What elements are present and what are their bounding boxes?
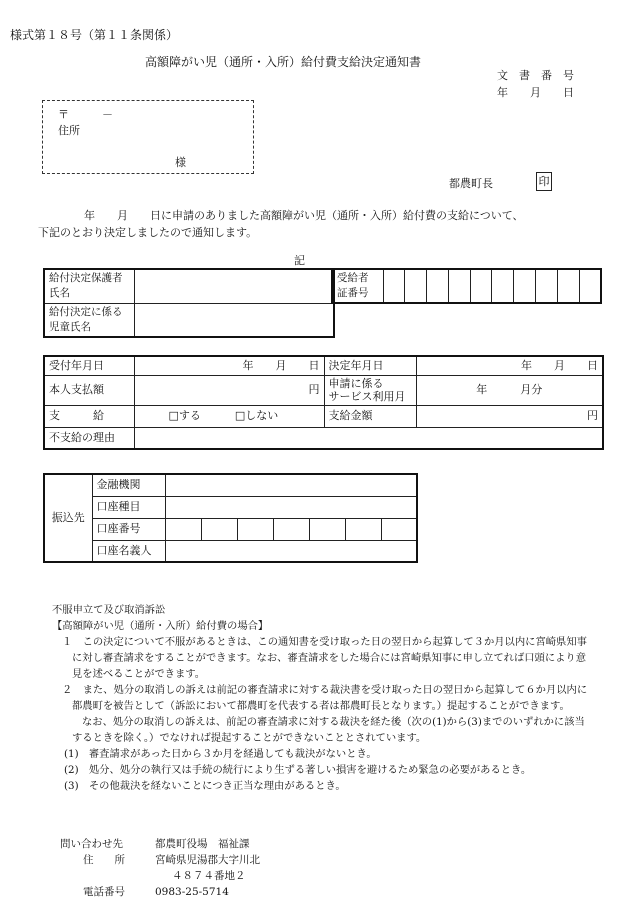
account-number-digit[interactable]: [237, 518, 273, 540]
postal-code: 〒 －: [58, 108, 113, 121]
recipient-number-digit[interactable]: [470, 269, 492, 303]
decision-date-value[interactable]: 年 月 日: [416, 356, 603, 375]
recipient-number-digit[interactable]: [427, 269, 449, 303]
account-holder-label: 口座名義人: [92, 540, 165, 562]
notes-sub-1: (1) 審査請求があった日から３か月を経過しても裁決がないとき。: [64, 748, 377, 760]
service-month-value[interactable]: 年 月分: [416, 375, 603, 405]
recipient-number-digit[interactable]: [383, 269, 405, 303]
recipient-number-digit[interactable]: [536, 269, 558, 303]
reason-field[interactable]: [134, 427, 603, 449]
recipient-number-table: [331, 268, 602, 304]
account-number-digit[interactable]: [381, 518, 417, 540]
pay-amount-label: 支給金額: [324, 405, 416, 427]
notes-heading: 不服申立て及び取消訴訟: [52, 604, 166, 616]
issuer-title: 都農町長: [449, 177, 493, 190]
notes-item-1: １ この決定について不服があるときは、この通知書を受け取った日の翌日から起算して３か月以内に宮崎県知事に対し審査請求をすることができます。なお、審査請求をした場合には宮崎県知事に申し立てれば口頭により意見を述べることができます。: [62, 636, 587, 680]
contact-row-office: [60, 836, 260, 852]
received-date-label: 受付年月日: [44, 356, 134, 375]
notes-item-2b: なお、処分の取消しの訴えは、前記の審査請求に対する裁決を経た後（次の(1)から(3)までのいずれかに該当するときを除く。）でなければ提起することができないこととされています。: [72, 716, 585, 744]
contact-address-label: 住 所: [83, 854, 125, 866]
date-label: 年 月 日: [497, 86, 574, 99]
contact-row-address-2: [60, 868, 260, 884]
received-date-value[interactable]: 年 月 日: [134, 356, 324, 375]
account-number-digit[interactable]: [273, 518, 309, 540]
payment-options: [134, 405, 324, 427]
doc-number-label: 文 書 番 号: [497, 69, 574, 82]
honorific: 様: [175, 156, 186, 169]
recipient-number-digit[interactable]: [514, 269, 536, 303]
pay-no-checkbox[interactable]: □しない: [234, 408, 279, 422]
account-type-label: 口座種目: [92, 496, 165, 518]
contact-phone-label: 電話番号: [83, 886, 125, 898]
guardian-name-label: 給付決定保護者氏名: [44, 269, 134, 303]
notes-subheading: 【高額障がい児（通所・入所）給付費の場合】: [52, 620, 269, 632]
page-title: 高額障がい児（通所・入所）給付費支給決定通知書: [145, 55, 422, 69]
reason-label: 不支給の理由: [44, 427, 134, 449]
account-number-digit[interactable]: [345, 518, 381, 540]
account-number-label: 口座番号: [92, 518, 165, 540]
contact-row-phone: [60, 884, 260, 900]
pay-yes-checkbox[interactable]: □する: [168, 408, 201, 422]
transfer-table: [43, 473, 418, 563]
service-month-label-line-2: サービス利用月: [328, 390, 406, 403]
recipient-number-digit[interactable]: [448, 269, 470, 303]
contact-phone: 0983-25-5714: [155, 886, 229, 898]
body-text-line-1: 年 月 日に申請のありました高額障がい児（通所・入所）給付費の支給について、: [62, 209, 524, 222]
recipient-number-digit[interactable]: [405, 269, 427, 303]
contact-label: 問い合わせ先: [60, 838, 123, 850]
payment-label: 支 給: [44, 405, 134, 427]
self-pay-label: 本人支払額: [44, 375, 134, 405]
self-pay-value[interactable]: 円: [134, 375, 324, 405]
account-holder-field[interactable]: [165, 540, 417, 562]
decision-table: [43, 355, 604, 450]
recipient-table: [43, 268, 335, 338]
service-month-label: [324, 375, 416, 405]
notes-sub-3: (3) その他裁決を経ないことにつき正当な理由があるとき。: [64, 780, 346, 792]
form-number: 様式第１８号（第１１条関係）: [10, 28, 179, 42]
address-label: 住所: [58, 124, 80, 137]
account-number-digit[interactable]: [201, 518, 237, 540]
ki-heading: 記: [294, 254, 305, 267]
recipient-number-digit[interactable]: [492, 269, 514, 303]
notes-sub-2: (2) 処分、処分の執行又は手続の続行により生ずる著しい損害を避けるため緊急の必要があるとき。: [64, 764, 532, 776]
contact-row-address: [60, 852, 260, 868]
guardian-name-field[interactable]: [134, 269, 334, 303]
appeal-notes: [52, 602, 592, 794]
seal-stamp: 印: [536, 172, 552, 191]
recipient-number-digit[interactable]: [579, 269, 601, 303]
pay-amount-value[interactable]: 円: [416, 405, 603, 427]
body-text-line-2: 下記のとおり決定しましたので通知します。: [38, 226, 258, 239]
child-name-label: 給付決定に係る児童氏名: [44, 303, 134, 337]
transfer-label: 振込先: [44, 474, 92, 562]
bank-label: 金融機関: [92, 474, 165, 496]
bank-field[interactable]: [165, 474, 417, 496]
account-number-digit[interactable]: [165, 518, 201, 540]
notes-item-2: ２ また、処分の取消しの訴えは前記の審査請求に対する裁決書を受け取った日の翌日から起算して６か月以内に都農町を被告として（訴訟において都農町を代表する者は都農町長となります。）提起することができます。: [62, 684, 588, 712]
recipient-number-label: 受給者証番号: [332, 269, 383, 303]
contact-block: [60, 836, 260, 900]
child-name-field[interactable]: [134, 303, 334, 337]
account-type-field[interactable]: [165, 496, 417, 518]
recipient-number-digit[interactable]: [557, 269, 579, 303]
decision-date-label: 決定年月日: [324, 356, 416, 375]
account-number-digit[interactable]: [309, 518, 345, 540]
contact-address-line-1: 宮崎県児湯郡大字川北: [155, 854, 260, 866]
service-month-label-line-1: 申請に係る: [328, 377, 384, 390]
contact-address-line-2: ４８７４番地２: [172, 870, 246, 882]
contact-office: 都農町役場 福祉課: [155, 838, 250, 850]
